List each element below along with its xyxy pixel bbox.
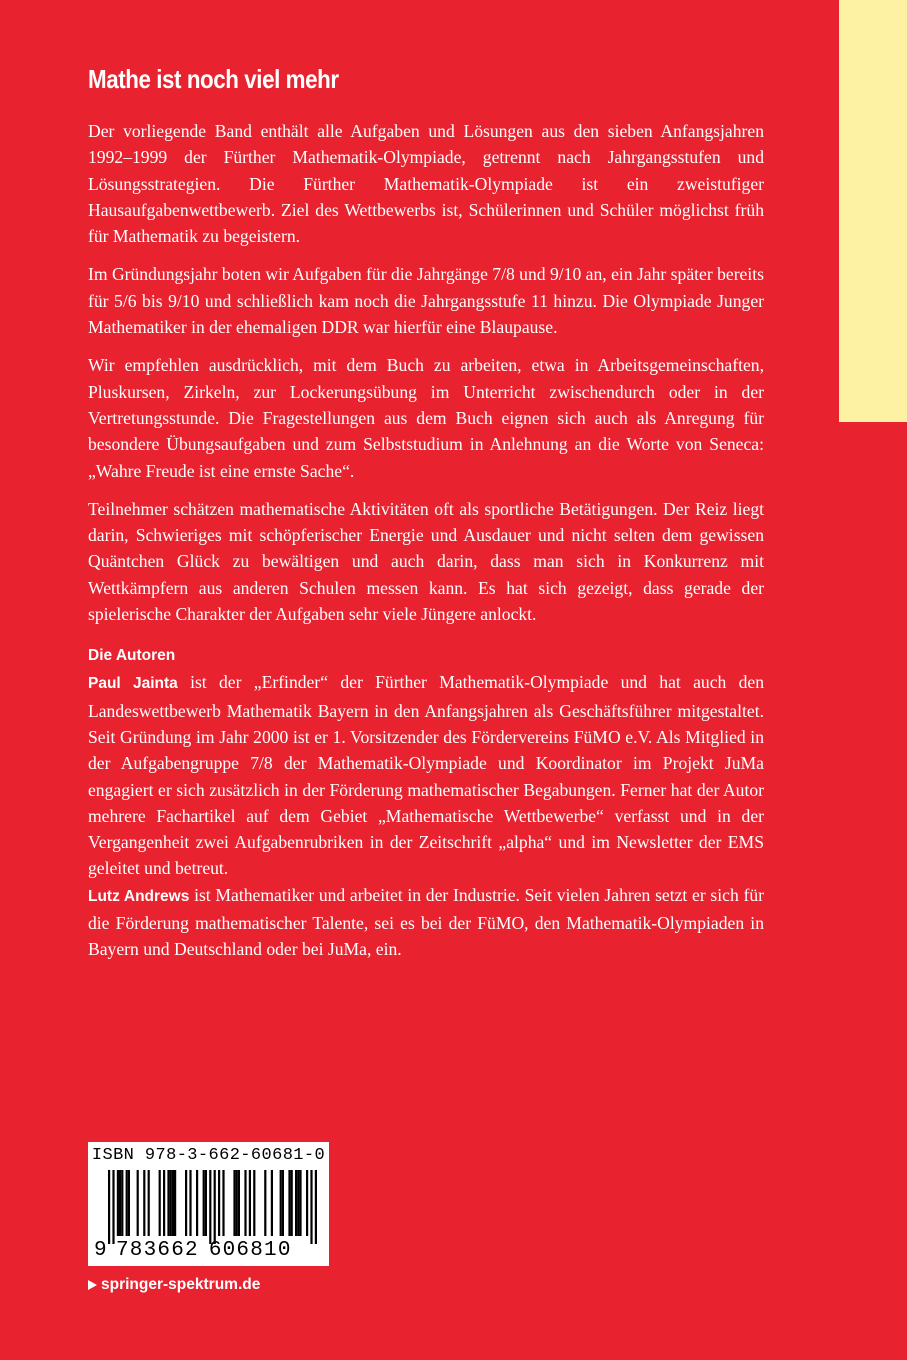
authors-heading: Die Autoren	[88, 647, 176, 665]
paragraph-1: Der vorliegende Band enthält alle Aufgaben und Lösungen aus den sieben Anfangsjahren 1992–1999 der Fürther Mathematik-Olympiade, getrennt nach Jahrgangsstufen und Lösungsstrategien. Die Fürther Mathematik-Olympiade ist ein zweistufiger Hausaufgabenwettbewerb. Ziel des Wettbewerbs ist, Schülerinnen und Schüler möglichst früh für Mathematik zu begeistern.	[88, 121, 764, 247]
barcode-bar-9	[148, 1170, 150, 1236]
barcode-bar-5	[126, 1170, 128, 1236]
barcode-bar-23	[218, 1170, 220, 1236]
barcode-bar-2	[117, 1170, 119, 1236]
barcode-bar-33	[280, 1170, 282, 1236]
barcode-bar-26	[236, 1170, 238, 1236]
barcode-bar-6	[128, 1170, 130, 1236]
website-label: springer-spektrum.de	[101, 1276, 261, 1293]
barcode-bar-40	[306, 1170, 308, 1236]
barcode-digits-left: 783662	[116, 1239, 199, 1262]
barcode-bar-31	[264, 1170, 266, 1236]
barcode-bar-16	[185, 1170, 187, 1236]
barcode-bar-10	[159, 1170, 161, 1236]
barcode-bar-20	[205, 1170, 207, 1236]
author-name-jainta: Paul Jainta	[88, 675, 178, 693]
barcode-bar-29	[249, 1170, 251, 1236]
page-title: Mathe ist noch viel mehr	[88, 64, 339, 94]
author-bio-andrews	[88, 882, 764, 963]
paragraph-3: Wir empfehlen ausdrücklich, mit dem Buch zu arbeiten, etwa in Arbeitsgemeinschaften, Pluskursen, Zirkeln, zur Lockerungsübung im Unterricht zwischendurch oder in der Vertretungsstunde. Die Fragestellungen aus dem Buch eignen sich auch als Anregung für besondere Übungsaufgaben und zum Selbststudium in Anlehnung an die Worte von Seneca: „Wahre Freude ist eine ernste Sache“.	[88, 355, 764, 481]
barcode-bar-12	[167, 1170, 169, 1236]
barcode-bar-13	[170, 1170, 172, 1236]
barcode-bar-25	[233, 1170, 235, 1236]
barcode-bar-34	[282, 1170, 284, 1236]
yellow-accent-band	[839, 0, 907, 422]
paragraph-2: Im Gründungsjahr boten wir Aufgaben für die Jahrgänge 7/8 und 9/10 an, ein Jahr später bereits für 5/6 bis 9/10 und schließlich kam noch die Jahrgangsstufe 11 hinzu. Die Olympiade Junger Mathematiker in der ehemaligen DDR war hierfür eine Blaupause.	[88, 264, 764, 338]
barcode-bar-17	[189, 1170, 191, 1236]
barcode-bar-0	[108, 1170, 110, 1244]
publisher-website[interactable]	[88, 1275, 260, 1295]
barcode-bar-21	[209, 1170, 211, 1244]
author-text-andrews: ist Mathematiker und arbeitet in der Industrie. Seit vielen Jahren setzt er sich für die Förderung mathematischer Talente, sei es bei der FüMO, den Mathematik-Olympiaden in Bayern und Deutschland oder bei JuMa, ein.	[88, 884, 764, 960]
paragraph-4: Teilnehmer schätzen mathematische Aktivitäten oft als sportliche Betätigungen. Der Reiz liegt darin, Schwieriges mit schöpferischer Energie und Ausdauer und nicht selten dem gewissen Quäntchen Glück zu bewältigen und auch darin, dass man sich in Konkurrenz mit Wettkämpfern aus anderen Schulen messen kann. Es hat sich gezeigt, dass gerade der spielerische Charakter der Aufgaben sehr viele Jüngere anlockt.	[88, 498, 764, 625]
barcode-bar-32	[271, 1170, 273, 1236]
barcode-bar-27	[238, 1170, 240, 1236]
blurb-text	[88, 118, 764, 963]
barcode-bar-14	[172, 1170, 174, 1236]
barcode-digits-right: 606810	[208, 1239, 292, 1262]
barcode-digits	[94, 1239, 324, 1263]
author-text-jainta: ist der „Erfinder“ der Fürther Mathematik-Olympiade und hat auch den Landeswettbewerb Mathematik Bayern in den Anfangsjahren als Geschäftsführer mitgestaltet. Seit Gründung im Jahr 2000 ist er 1. Vorsitzender des Fördervereins FüMO e.V. Als Mitglied in der Aufgabengruppe 7/8 der Mathematik-Olympiade und Koordinator im Projekt JuMa engagiert er sich zusätzlich in der Förderung mathematischer Begabungen. Ferner hat der Autor mehrere Fachartikel auf dem Gebiet „Mathematische Wettbewerbe“ verfasst und in der Vergangenheit zwei Aufgabenrubriken in der Zeitschrift „alpha“ und im Newsletter der EMS geleitet und betreut.	[88, 672, 765, 879]
barcode-digit-first: 9	[94, 1239, 107, 1262]
barcode-bar-36	[291, 1170, 293, 1236]
arrow-right-icon	[88, 1280, 97, 1290]
barcode-bar-11	[163, 1170, 165, 1236]
barcode-bar-41	[310, 1170, 312, 1244]
barcode-bar-42	[315, 1170, 317, 1244]
barcode-bar-38	[297, 1170, 299, 1236]
barcode-bar-15	[174, 1170, 176, 1236]
barcode-bar-37	[295, 1170, 297, 1236]
barcode-bars	[88, 1170, 329, 1244]
barcode-bar-35	[288, 1170, 290, 1236]
barcode-bar-8	[143, 1170, 145, 1236]
author-bio-jainta	[88, 669, 764, 881]
barcode-bar-18	[196, 1170, 198, 1236]
isbn-barcode	[88, 1142, 329, 1266]
barcode-bar-7	[137, 1170, 139, 1236]
barcode-bar-28	[244, 1170, 246, 1236]
barcode-bar-3	[119, 1170, 121, 1236]
barcode-bar-39	[299, 1170, 301, 1236]
barcode-bar-22	[214, 1170, 216, 1244]
barcode-bar-1	[112, 1170, 114, 1244]
barcode-bar-19	[203, 1170, 205, 1236]
barcode-bar-4	[121, 1170, 123, 1236]
barcode-bar-30	[253, 1170, 255, 1236]
barcode-bar-24	[222, 1170, 224, 1236]
author-name-andrews: Lutz Andrews	[88, 887, 190, 905]
isbn-label: ISBN 978-3-662-60681-0	[91, 1146, 326, 1165]
